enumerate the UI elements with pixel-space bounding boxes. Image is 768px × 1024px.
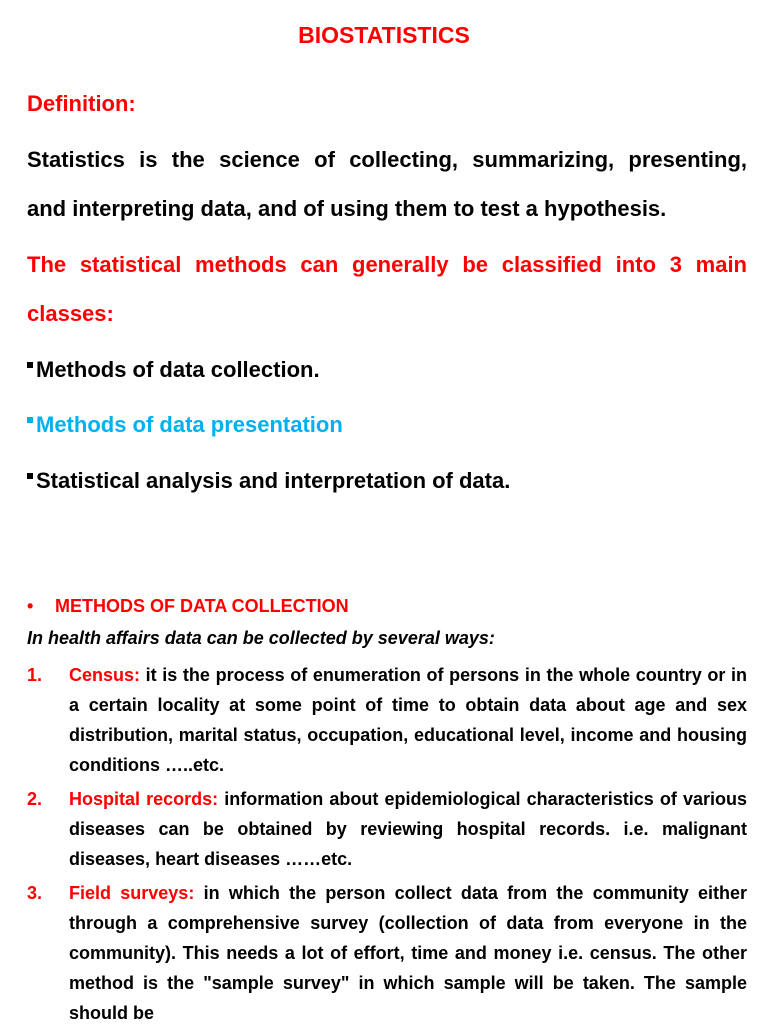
- list-item-text: information about epidemiological characteristics of various diseases can be obtained by reviewing hospital records. i.e. malignant diseases, heart diseases ……etc.: [69, 789, 747, 869]
- list-item-label: Census:: [69, 665, 141, 685]
- list-item-number: 3.: [27, 883, 43, 903]
- class-item-data-collection: [27, 356, 747, 384]
- list-item: [27, 660, 747, 780]
- square-bullet-icon: [27, 473, 33, 479]
- list-item-text: it is the process of enumeration of persons in the whole country or in a certain locality at some point of time to obtain data about age and sex distribution, marital status, occupation, educational level, income and housing conditions …..etc.: [69, 665, 747, 775]
- class-item-label: Methods of data collection.: [36, 357, 320, 382]
- square-bullet-icon: [27, 362, 33, 368]
- collection-methods-list: [27, 660, 747, 1024]
- list-item-number: 2.: [27, 789, 43, 809]
- classes-intro-line-2: classes:: [27, 301, 114, 326]
- bullet-dot-icon: •: [27, 596, 34, 616]
- classes-intro-line-1: The statistical methods can generally be classified into 3 main: [27, 252, 747, 277]
- definition-line-1: Statistics is the science of collecting, summarizing, presenting,: [27, 147, 747, 172]
- square-bullet-icon: [27, 417, 33, 423]
- section-heading: [27, 596, 349, 617]
- list-item: [27, 878, 747, 1024]
- class-item-label: Statistical analysis and interpretation of data.: [36, 468, 511, 493]
- list-item: [27, 784, 747, 874]
- list-item-number: 1.: [27, 665, 43, 685]
- list-item-text: in which the person collect data from the community either through a comprehensive survey (collection of data from everyone in the community). This needs a lot of effort, time and money i.e. census. The other method is the "sample survey" in which sample will be taken. The sample should be: [69, 883, 747, 1023]
- list-item-label: Field surveys:: [69, 883, 195, 903]
- class-item-label: Methods of data presentation: [36, 412, 343, 437]
- definition-line-2: and interpreting data, and of using them to test a hypothesis.: [27, 196, 667, 221]
- definition-heading: Definition:: [27, 91, 136, 116]
- class-item-data-presentation: [27, 411, 747, 439]
- class-item-statistical-analysis: [27, 467, 747, 495]
- section-intro: In health affairs data can be collected by several ways:: [27, 628, 495, 648]
- section-heading-text: METHODS OF DATA COLLECTION: [55, 596, 349, 616]
- list-item-label: Hospital records:: [69, 789, 219, 809]
- page-title: BIOSTATISTICS: [298, 22, 470, 48]
